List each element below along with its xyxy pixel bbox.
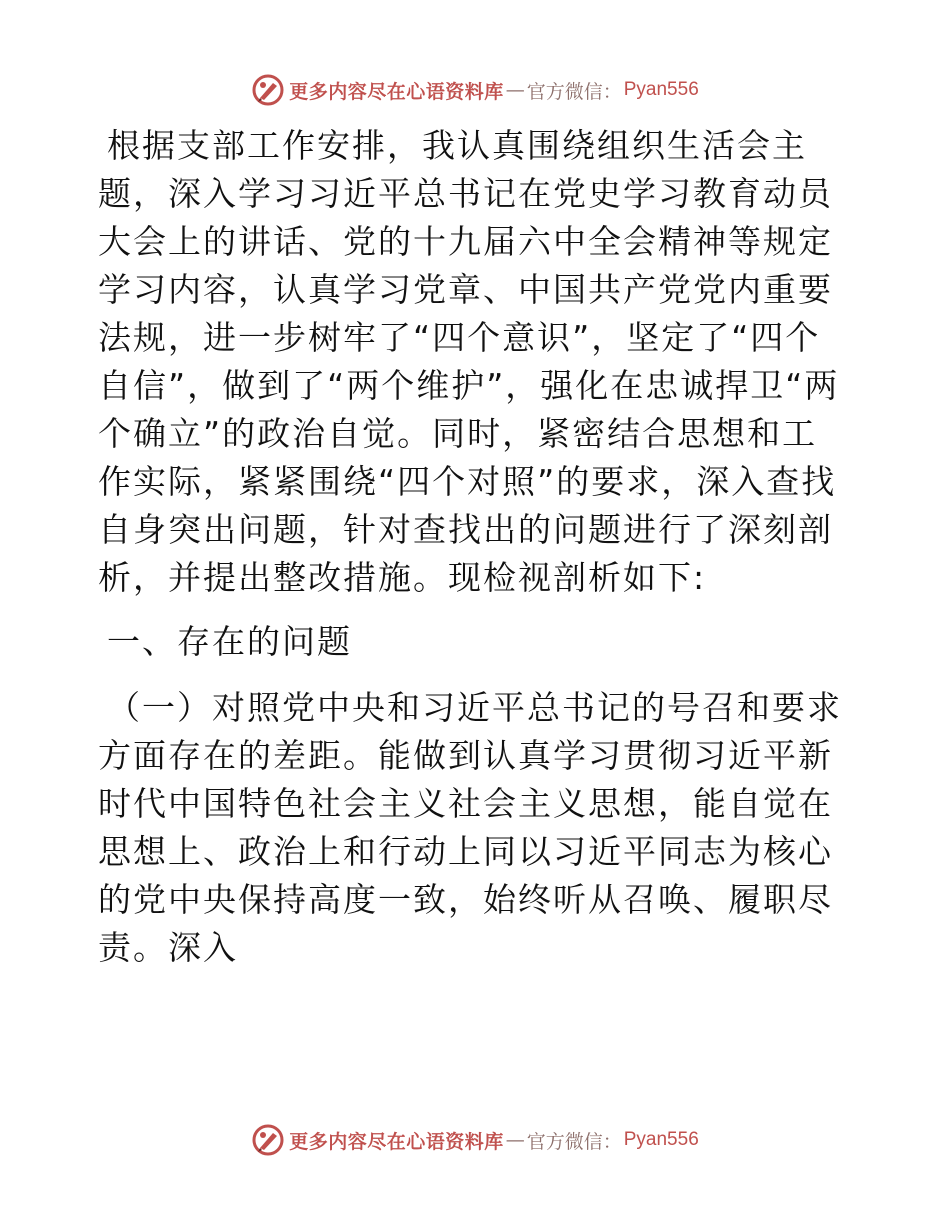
banner-text: 更多内容尽在心语资料库	[289, 80, 504, 103]
document-body	[98, 122, 850, 972]
section-heading: 一、存在的问题	[107, 622, 352, 661]
banner-text: 更多内容尽在心语资料库	[289, 1130, 504, 1153]
banner-wechat-label: 官方微信：	[526, 80, 622, 103]
banner-dash: —	[505, 1129, 525, 1151]
banner-wechat-id: Pyan556	[623, 79, 699, 100]
banner-wechat-id: Pyan556	[623, 1129, 699, 1150]
banner-dash: —	[505, 79, 525, 101]
pen-logo-icon	[251, 73, 285, 107]
header-banner	[0, 70, 950, 110]
footer-banner	[0, 1120, 950, 1160]
paragraph-intro: 根据支部工作安排，我认真围绕组织生活会主题，深入学习习近平总书记在党史学习教育动员大会上的讲话、党的十九届六中全会精神等规定学习内容，认真学习党章、中国共产党党内重要法规，进一步树牢了“四个意识”，坚定了“四个自信”，做到了“两个维护”，强化在忠诚捍卫“两个确立”的政治自觉。同时，紧密结合思想和工作实际，紧紧围绕“四个对照”的要求，深入查找自身突出问题，针对查找出的问题进行了深刻剖析，并提出整改措施。现检视剖析如下:	[98, 126, 840, 597]
pen-logo-icon	[251, 1123, 285, 1157]
banner-wechat-label: 官方微信：	[526, 1130, 622, 1153]
paragraph-issue-1: （一）对照党中央和习近平总书记的号召和要求方面存在的差距。能做到认真学习贯彻习近平新时代中国特色社会主义社会主义思想，能自觉在思想上、政治上和行动上同以习近平同志为核心的党中央保持高度一致，始终听从召唤、履职尽责。深入	[98, 688, 842, 967]
